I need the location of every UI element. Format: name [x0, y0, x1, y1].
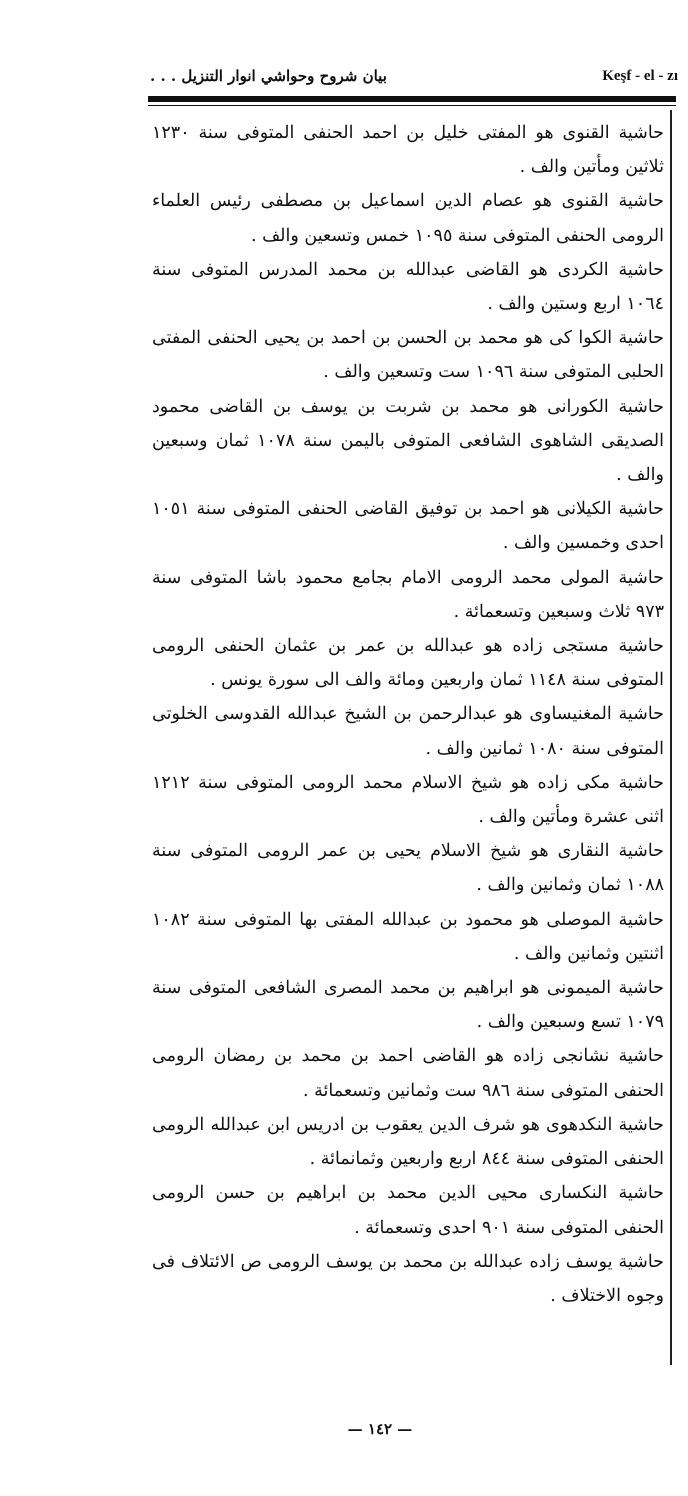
entry: حاشية يوسف زاده عبدالله بن محمد بن يوسف الرومى ص الائتلاف فى وجوه الاختلاف . [152, 1251, 664, 1306]
entry: حاشية القنوى هو المفتى خليل بن احمد الحنفى المتوفى سنة ١٢٣٠ ثلاثين ومأتين والف . [152, 123, 664, 178]
entry: حاشية مكى زاده هو شيخ الاسلام محمد الرومى المتوفى سنة ١٢١٢ اثنى عشرة ومأتين والف . [152, 772, 664, 828]
page-number: — ١٤٢ — [347, 1420, 413, 1438]
entry: حاشية القنوى هو عصام الدين اسماعيل بن مصطفى رئيس العلماء الرومى الحنفى المتوفى سنة ١٠٩٥ خمس وتسعين والف . [152, 191, 664, 246]
entry: حاشية الكوا كى هو محمد بن الحسن بن احمد بن يحيى الحنفى المفتى الحلبى المتوفى سنة ١٠٩٦ ست وتسعين والف . [152, 328, 664, 383]
entry: حاشية الكورانى هو محمد بن شربت بن يوسف بن القاضى محمود الصديقى الشاهوى الشافعى المتوفى باليمن سنة ١٠٧٨ ثمان وسبعين والف . [152, 396, 664, 486]
entry: حاشية الموصلى هو محمود بن عبدالله المفتى بها المتوفى سنة ١٠٨٢ اثنتين وثمانين والف . [152, 909, 664, 964]
entry: حاشية الكيلانى هو احمد بن توفيق القاضى الحنفى المتوفى سنة ١٠٥١ احدى وخمسين والف . [152, 499, 664, 554]
entry: حاشية النكدهوى هو شرف الدين يعقوب بن ادريس ابن عبدالله الرومى الحنفى المتوفى سنة ٨٤٤ اربع واربعين وثمانمائة . [152, 1114, 664, 1170]
header-running-title: Keşf - el - zı [602, 67, 678, 84]
entry: حاشية المولى محمد الرومى الامام بجامع محمود باشا المتوفى سنة ٩٧٣ ثلاث وسبعين وتسعمائة . [152, 567, 664, 622]
margin-line [670, 110, 672, 1365]
entry: حاشية النقارى هو شيخ الاسلام يحيى بن عمر الرومى المتوفى سنة ١٠٨٨ ثمان وثمانين والف . [152, 841, 664, 896]
header-rule-thick [148, 96, 676, 102]
header-rule-thin [148, 105, 676, 106]
entry: حاشية الكردى هو القاضى عبدالله بن محمد المدرس المتوفى سنة ١٠٦٤ اربع وستين والف . [152, 259, 664, 315]
entries-list [152, 116, 664, 1313]
header-title: بيان شروح وحواشي انوار التنزيل . . . [150, 67, 387, 85]
entry: حاشية النكسارى محيى الدين محمد بن ابراهيم بن حسن الرومى الحنفى المتوفى سنة ٩٠١ احدى وتسعمائة . [152, 1183, 664, 1238]
entry: حاشية الميمونى هو ابراهيم بن محمد المصرى الشافعى المتوفى سنة ١٠٧٩ تسع وسبعين والف . [152, 978, 664, 1033]
running-header [148, 58, 678, 94]
entry: حاشية مستجى زاده هو عبدالله بن عمر بن عثمان الحنفى الرومى المتوفى سنة ١١٤٨ ثمان واربعين ومائة والف الى سورة يونس . [152, 636, 664, 691]
entry: حاشية نشانجى زاده هو القاضى احمد بن محمد بن رمضان الرومى الحنفى المتوفى سنة ٩٨٦ ست وثمانين وتسعمائة . [152, 1046, 664, 1101]
entry: حاشية المغنيساوى هو عبدالرحمن بن الشيخ عبدالله القدوسى الخلوتى المتوفى سنة ١٠٨٠ ثمانين والف . [152, 704, 664, 759]
